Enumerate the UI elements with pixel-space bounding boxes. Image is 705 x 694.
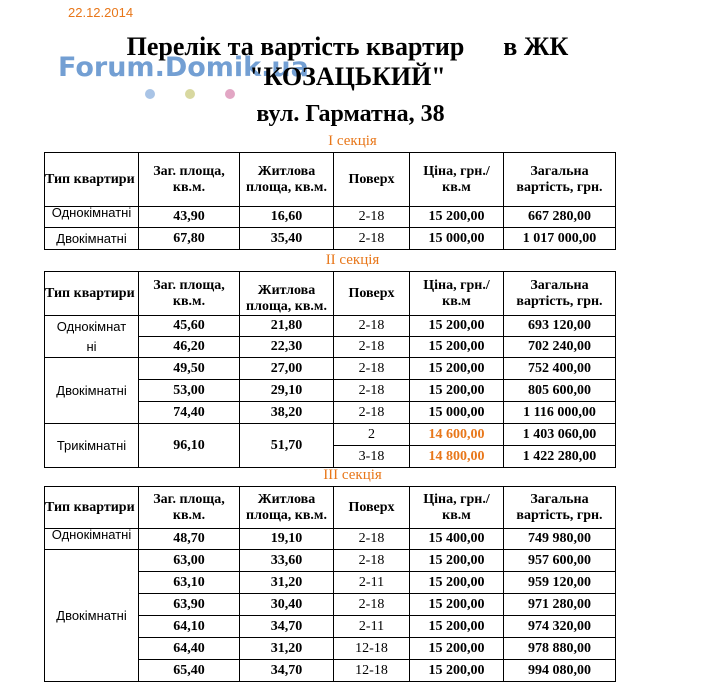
document-date: 22.12.2014 [68, 5, 134, 20]
apartment-type: Двокімнатні [45, 550, 139, 682]
floor: 2-18 [334, 316, 410, 337]
page-title-line-2: "КОЗАЦЬКИЙ" [249, 62, 446, 91]
price: 15 200,00 [410, 207, 504, 228]
total-cost: 1 422 280,00 [504, 446, 616, 468]
total-cost: 693 120,00 [504, 316, 616, 337]
living-area: 34,70 [240, 660, 334, 682]
header-area: Заг. площа, кв.м. [139, 272, 240, 316]
total-area: 53,00 [139, 380, 240, 402]
table-header-row [45, 272, 616, 316]
total-cost: 702 240,00 [504, 337, 616, 358]
total-area: 67,80 [139, 228, 240, 250]
total-cost: 749 980,00 [504, 529, 616, 550]
header-area: Заг. площа, кв.м. [139, 153, 240, 207]
living-area: 35,40 [240, 228, 334, 250]
page-title-line-1: Перелік та вартість квартир в ЖК [126, 32, 569, 61]
table-row [45, 228, 616, 250]
total-area: 45,60 [139, 316, 240, 337]
floor: 2 [334, 424, 410, 446]
section-1-label: І секція [328, 133, 377, 149]
living-area: 31,20 [240, 638, 334, 660]
header-floor: Поверх [334, 272, 410, 316]
floor: 3-18 [334, 446, 410, 468]
total-area: 43,90 [139, 207, 240, 228]
price: 14 800,00 [410, 446, 504, 468]
price: 15 200,00 [410, 337, 504, 358]
price: 14 600,00 [410, 424, 504, 446]
page-title-address: вул. Гарматна, 38 [256, 101, 445, 127]
living-area: 27,00 [240, 358, 334, 380]
floor: 2-18 [334, 380, 410, 402]
price: 15 200,00 [410, 616, 504, 638]
total-cost: 959 120,00 [504, 572, 616, 594]
total-area: 63,00 [139, 550, 240, 572]
apartment-type: Трикімнатні [45, 424, 139, 468]
living-area: 34,70 [240, 616, 334, 638]
floor: 12-18 [334, 660, 410, 682]
living-area: 51,70 [240, 424, 334, 468]
table-header-row [45, 153, 616, 207]
floor: 2-18 [334, 550, 410, 572]
header-living: Житлова площа, кв.м. [240, 272, 334, 316]
header-floor: Поверх [334, 153, 410, 207]
header-type: Тип квартири [45, 272, 139, 316]
total-cost: 994 080,00 [504, 660, 616, 682]
price: 15 200,00 [410, 572, 504, 594]
living-area: 38,20 [240, 402, 334, 424]
table-header-row [45, 487, 616, 529]
table-row [45, 424, 616, 446]
living-area: 30,40 [240, 594, 334, 616]
living-area: 29,10 [240, 380, 334, 402]
living-area: 31,20 [240, 572, 334, 594]
header-living: Житлова площа, кв.м. [240, 487, 334, 529]
living-area: 16,60 [240, 207, 334, 228]
floor: 2-11 [334, 572, 410, 594]
section-3-label: ІІІ секція [323, 467, 382, 483]
apartment-type [45, 316, 139, 358]
header-price: Ціна, грн./кв.м [410, 487, 504, 529]
apartment-type-line: Однокімнат [56, 318, 127, 334]
total-cost: 805 600,00 [504, 380, 616, 402]
price: 15 000,00 [410, 228, 504, 250]
price: 15 200,00 [410, 638, 504, 660]
table-row [45, 207, 616, 228]
header-type: Тип квартири [45, 487, 139, 529]
total-cost: 1 017 000,00 [504, 228, 616, 250]
section-2-table [44, 271, 616, 468]
floor: 2-18 [334, 228, 410, 250]
header-type: Тип квартири [45, 153, 139, 207]
total-area: 49,50 [139, 358, 240, 380]
watermark-logo: Forum.Domik.ua [58, 52, 309, 83]
total-area: 48,70 [139, 529, 240, 550]
price: 15 200,00 [410, 550, 504, 572]
section-3-table [44, 486, 616, 682]
floor: 2-11 [334, 616, 410, 638]
living-area: 22,30 [240, 337, 334, 358]
price: 15 200,00 [410, 316, 504, 337]
floor: 2-18 [334, 207, 410, 228]
apartment-type: Двокімнатні [45, 358, 139, 424]
total-area: 64,40 [139, 638, 240, 660]
price: 15 000,00 [410, 402, 504, 424]
price: 15 200,00 [410, 358, 504, 380]
total-area: 46,20 [139, 337, 240, 358]
total-area: 96,10 [139, 424, 240, 468]
floor: 2-18 [334, 529, 410, 550]
section-1-table [44, 152, 616, 250]
header-floor: Поверх [334, 487, 410, 529]
table-row [45, 550, 616, 572]
section-2-label: ІІ секція [325, 252, 380, 268]
total-cost: 957 600,00 [504, 550, 616, 572]
floor: 2-18 [334, 358, 410, 380]
price: 15 200,00 [410, 660, 504, 682]
apartment-type: Однокімнатні [45, 529, 139, 550]
floor: 2-18 [334, 337, 410, 358]
total-area: 63,90 [139, 594, 240, 616]
total-area: 74,40 [139, 402, 240, 424]
header-total: Загальна вартість, грн. [504, 153, 616, 207]
header-total: Загальна вартість, грн. [504, 272, 616, 316]
header-total: Загальна вартість, грн. [504, 487, 616, 529]
living-area: 19,10 [240, 529, 334, 550]
header-living: Житлова площа, кв.м. [240, 153, 334, 207]
price: 15 200,00 [410, 594, 504, 616]
living-area: 21,80 [240, 316, 334, 337]
total-cost: 1 116 000,00 [504, 402, 616, 424]
total-cost: 667 280,00 [504, 207, 616, 228]
price: 15 400,00 [410, 529, 504, 550]
total-area: 63,10 [139, 572, 240, 594]
table-row [45, 529, 616, 550]
header-area: Заг. площа, кв.м. [139, 487, 240, 529]
total-area: 65,40 [139, 660, 240, 682]
living-area: 33,60 [240, 550, 334, 572]
header-price: Ціна, грн./кв.м [410, 272, 504, 316]
floor: 2-18 [334, 402, 410, 424]
apartment-type-line: ні [86, 338, 97, 354]
apartment-type: Однокімнатні [45, 207, 139, 228]
total-cost: 971 280,00 [504, 594, 616, 616]
total-cost: 974 320,00 [504, 616, 616, 638]
table-row [45, 316, 616, 337]
total-cost: 978 880,00 [504, 638, 616, 660]
apartment-type: Двокімнатні [45, 228, 139, 250]
table-row [45, 358, 616, 380]
total-cost: 1 403 060,00 [504, 424, 616, 446]
total-area: 64,10 [139, 616, 240, 638]
price: 15 200,00 [410, 380, 504, 402]
header-price: Ціна, грн./кв.м [410, 153, 504, 207]
floor: 2-18 [334, 594, 410, 616]
total-cost: 752 400,00 [504, 358, 616, 380]
floor: 12-18 [334, 638, 410, 660]
